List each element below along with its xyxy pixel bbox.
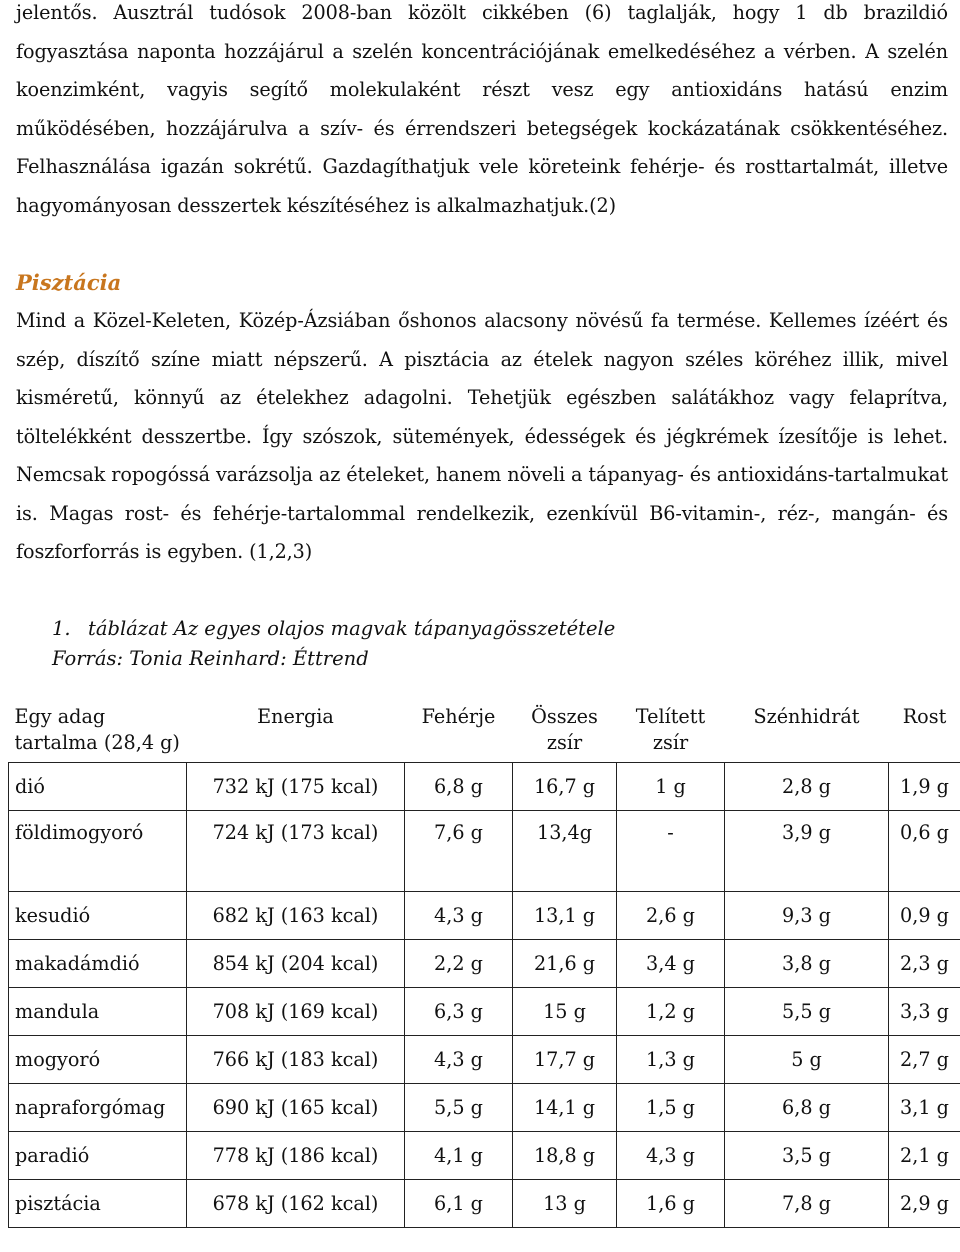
table-cell: 3,5 g [725, 1132, 889, 1180]
table-cell: - [617, 811, 725, 892]
table-row [9, 1132, 960, 1180]
table-cell: 678 kJ (162 kcal) [187, 1180, 405, 1228]
table-cell: 4,3 g [617, 1132, 725, 1180]
table-cell: paradió [9, 1132, 187, 1180]
table-row [9, 1036, 960, 1084]
table-cell: 1,6 g [617, 1180, 725, 1228]
table-row [9, 1180, 960, 1228]
table-cell: 1,5 g [617, 1084, 725, 1132]
table-cell: 682 kJ (163 kcal) [187, 892, 405, 940]
table-cell: 6,3 g [405, 988, 513, 1036]
table-cell: 724 kJ (173 kcal) [187, 811, 405, 892]
table-cell: 6,8 g [725, 1084, 889, 1132]
table-cell: 1,2 g [617, 988, 725, 1036]
table-cell: mogyoró [9, 1036, 187, 1084]
table-cell: 14,1 g [513, 1084, 617, 1132]
column-header: Rost [902, 705, 947, 728]
table-cell: 2,7 g [889, 1036, 960, 1084]
table-cell: kesudió [9, 892, 187, 940]
table-caption-number: 1. [52, 617, 71, 640]
table-cell: 3,1 g [889, 1084, 960, 1132]
table-cell: 4,3 g [405, 1036, 513, 1084]
table-cell: 708 kJ (169 kcal) [187, 988, 405, 1036]
table-cell: 9,3 g [725, 892, 889, 940]
table-cell: 2,6 g [617, 892, 725, 940]
column-header: Szénhidrát [753, 705, 860, 728]
table-cell: 2,2 g [405, 940, 513, 988]
table-cell: 854 kJ (204 kcal) [187, 940, 405, 988]
table-cell: földimogyoró [9, 811, 187, 892]
table-caption-title: táblázat Az egyes olajos magvak tápanyagösszetétele [88, 617, 616, 640]
table-cell: 2,3 g [889, 940, 960, 988]
table-cell: 18,8 g [513, 1132, 617, 1180]
table-cell: mandula [9, 988, 187, 1036]
table-cell: pisztácia [9, 1180, 187, 1228]
table-cell: dió [9, 763, 187, 811]
column-header: Egy adag tartalma (28,4 g) [14, 705, 180, 754]
table-row [9, 940, 960, 988]
table-cell: 16,7 g [513, 763, 617, 811]
table-cell: 5,5 g [405, 1084, 513, 1132]
table-cell: 21,6 g [513, 940, 617, 988]
table-row [9, 892, 960, 940]
table-cell: 3,8 g [725, 940, 889, 988]
table-cell: 1,9 g [889, 763, 960, 811]
table-cell: 6,1 g [405, 1180, 513, 1228]
body-paragraph-selenium: jelentős. Ausztrál tudósok 2008-ban közölt cikkében (6) taglalják, hogy 1 db brazildió fogyasztása naponta hozzájárul a szelén koncentrációjának emelkedéséhez a vérben. A szelén koenzimként, vagyis segítő molekulaként részt vesz egy antioxidáns hatású enzim működésében, hozzájárulva a szív- és érrendszeri betegségek kockázatának csökkentéséhez. Felhasználása igazán sokrétű. Gazdagíthatjuk vele köreteink fehérje- és rosttartalmát, illetve hagyományosan desszertek készítéséhez is alkalmazhatjuk.(2) [16, 1, 948, 217]
table-cell: makadámdió [9, 940, 187, 988]
table-cell: 2,9 g [889, 1180, 960, 1228]
table-cell: 2,8 g [725, 763, 889, 811]
column-header: Telített zsír [635, 705, 706, 754]
table-row [9, 763, 960, 811]
table-cell: 2,1 g [889, 1132, 960, 1180]
table-cell: 732 kJ (175 kcal) [187, 763, 405, 811]
table-caption [52, 614, 615, 674]
table-cell: 0,6 g [889, 811, 960, 892]
column-header: Összes zsír [531, 705, 598, 754]
nutrient-table [8, 702, 960, 1228]
table-cell: 17,7 g [513, 1036, 617, 1084]
table-cell: 766 kJ (183 kcal) [187, 1036, 405, 1084]
column-header: Fehérje [421, 705, 496, 728]
table-row [9, 1084, 960, 1132]
table-cell: 3,3 g [889, 988, 960, 1036]
table-cell: 4,3 g [405, 892, 513, 940]
table-caption-title-line [52, 614, 615, 644]
table-caption-source: Forrás: Tonia Reinhard: Éttrend [52, 647, 369, 670]
table-cell: napraforgómag [9, 1084, 187, 1132]
table-cell: 5,5 g [725, 988, 889, 1036]
table-cell: 13,4g [513, 811, 617, 892]
table-cell: 13 g [513, 1180, 617, 1228]
table-cell: 7,6 g [405, 811, 513, 892]
table-cell: 3,9 g [725, 811, 889, 892]
table-cell: 690 kJ (165 kcal) [187, 1084, 405, 1132]
table-cell: 15 g [513, 988, 617, 1036]
table-cell: 778 kJ (186 kcal) [187, 1132, 405, 1180]
table-cell: 6,8 g [405, 763, 513, 811]
table-cell: 4,1 g [405, 1132, 513, 1180]
table-cell: 3,4 g [617, 940, 725, 988]
table-row [9, 988, 960, 1036]
table-cell: 13,1 g [513, 892, 617, 940]
table-cell: 5 g [725, 1036, 889, 1084]
column-header: Energia [257, 705, 334, 728]
nutrient-table-container [8, 702, 960, 1228]
table-cell: 7,8 g [725, 1180, 889, 1228]
table-header-row [9, 702, 960, 763]
table-row [9, 811, 960, 892]
table-cell: 0,9 g [889, 892, 960, 940]
table-cell: 1 g [617, 763, 725, 811]
section-heading-pistachio: Pisztácia [16, 270, 122, 295]
table-cell: 1,3 g [617, 1036, 725, 1084]
body-paragraph-pistachio: Mind a Közel-Keleten, Közép-Ázsiában őshonos alacsony növésű fa termése. Kellemes ízéért és szép, díszítő színe miatt népszerű. A pisztácia az ételek nagyon széles köréhez illik, mivel kisméretű, könnyű az ételekhez adagolni. Tehetjük egészben salátákhoz vagy felaprítva, töltelékként desszertbe. Így szószok, sütemények, édességek és jégkrémek ízesítője is lehet. Nemcsak ropogóssá varázsolja az ételeket, hanem növeli a tápanyag- és antioxidáns-tartalmukat is. Magas rost- és fehérje-tartalommal rendelkezik, ezenkívül B6-vitamin-, réz-, mangán- és foszforforrás is egyben. (1,2,3) [16, 309, 948, 563]
